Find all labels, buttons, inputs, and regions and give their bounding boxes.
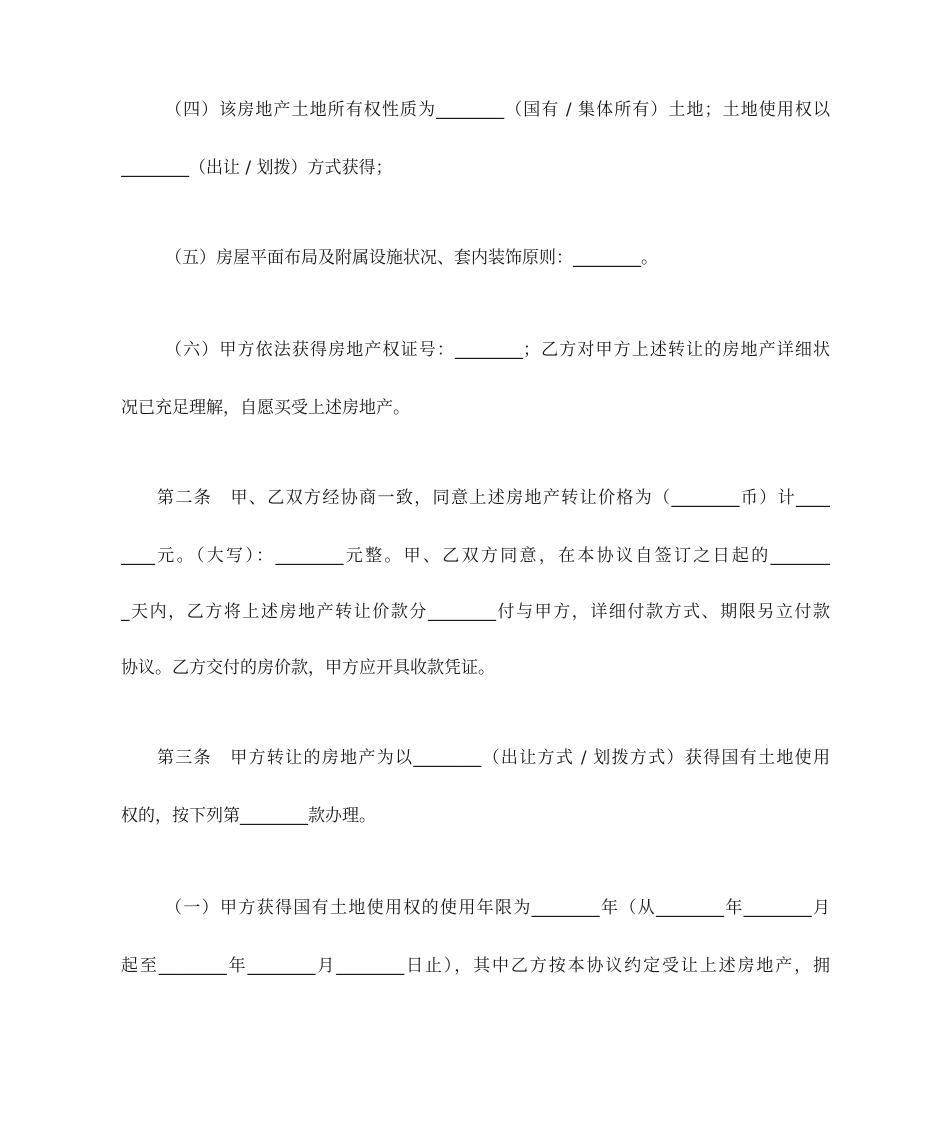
article-2-line-4: 协议。乙方交付的房价款，甲方应开具收款凭证。 bbox=[121, 658, 495, 678]
clause-4-line-1: （四）该房地产土地所有权性质为________（国有 / 集体所有）土地；土地使用权以 bbox=[165, 100, 830, 120]
article-2-line-3: _天内，乙方将上述房地产转让价款分________付与甲方，详细付款方式、期限另立付款 bbox=[121, 602, 830, 622]
article-3-line-2: 权的，按下列第________款办理。 bbox=[121, 806, 376, 826]
clause-6-line-1: （六）甲方依法获得房地产权证号：________；乙方对甲方上述转让的房地产详细状 bbox=[165, 340, 830, 360]
article-3-item-1-line-1: （一）甲方获得国有土地使用权的使用年限为________年（从________年________月 bbox=[165, 898, 830, 918]
clause-4-line-2: ________（出让 / 划拨）方式获得； bbox=[121, 158, 393, 178]
clause-6-line-2: 况已充足理解，自愿买受上述房地产。 bbox=[121, 398, 410, 418]
article-3-item-1-line-2: 起至________年________月________日止），其中乙方按本协议约定受让上述房地产，拥 bbox=[121, 956, 830, 976]
article-2-line-1: 第二条 甲、乙双方经协商一致，同意上述房地产转让价格为（________币）计____ bbox=[157, 488, 830, 508]
clause-5-line-1: （五）房屋平面布局及附属设施状况、套内装饰原则：________。 bbox=[165, 248, 658, 268]
article-3-line-1: 第三条 甲方转让的房地产为以________（出让方式 / 划拨方式）获得国有土地使用 bbox=[157, 748, 830, 768]
article-2-line-2: ____元。（大写）：________元整。甲、乙双方同意，在本协议自签订之日起的_______ bbox=[121, 546, 830, 566]
